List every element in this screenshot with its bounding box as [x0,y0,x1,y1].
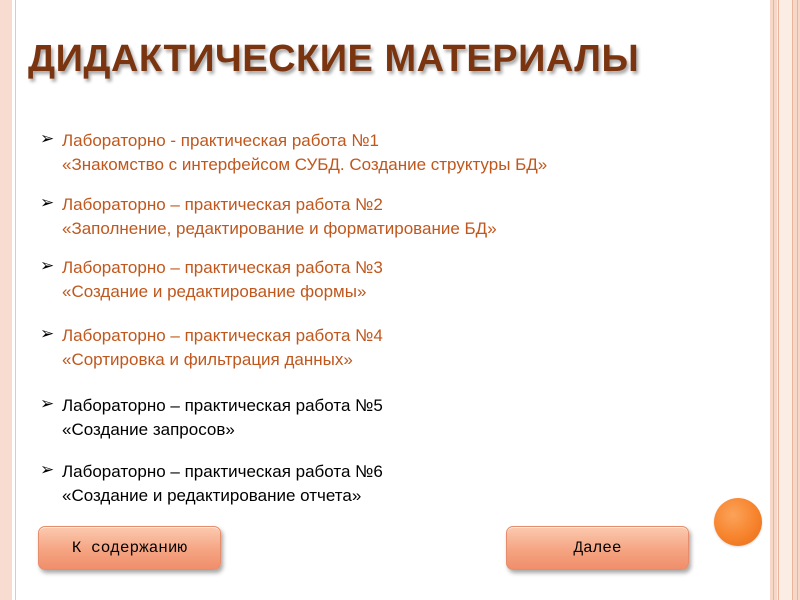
right-frame-line-3 [792,0,793,600]
right-decorative-frame-inner [777,0,793,600]
item-title: Лабораторно – практическая работа №5 [62,396,383,415]
list-item[interactable] [40,129,740,177]
list-item[interactable] [40,193,740,241]
list-item[interactable] [40,324,740,372]
next-button[interactable]: Далее [506,526,689,570]
arrow-bullet-icon: ➢ [40,256,55,275]
left-decorative-line [15,0,16,600]
list-item[interactable] [40,256,740,304]
item-title: Лабораторно – практическая работа №6 [62,462,383,481]
right-frame-line-1 [773,0,774,600]
item-title: Лабораторно – практическая работа №3 [62,258,383,277]
item-subtitle: «Создание запросов» [62,420,235,439]
arrow-bullet-icon: ➢ [40,394,55,413]
page-title: ДИДАКТИЧЕСКИЕ МАТЕРИАЛЫ [28,38,640,80]
item-subtitle: «Заполнение, редактирование и форматирование БД» [62,219,497,238]
item-title: Лабораторно – практическая работа №2 [62,195,383,214]
list-item[interactable] [40,394,740,442]
item-title: Лабораторно - практическая работа №1 [62,131,380,150]
back-to-contents-button[interactable]: К содержанию [38,526,221,570]
item-subtitle: «Создание и редактирование отчета» [62,486,362,505]
item-title: Лабораторно – практическая работа №4 [62,326,383,345]
right-frame-line-4 [797,0,798,600]
arrow-bullet-icon: ➢ [40,193,55,212]
left-decorative-stripe [0,0,12,600]
arrow-bullet-icon: ➢ [40,460,55,479]
right-frame-line-2 [778,0,779,600]
arrow-bullet-icon: ➢ [40,324,55,343]
arrow-bullet-icon: ➢ [40,129,55,148]
item-subtitle: «Создание и редактирование формы» [62,282,367,301]
item-subtitle: «Сортировка и фильтрация данных» [62,350,353,369]
list-item[interactable] [40,460,740,508]
item-subtitle: «Знакомство с интерфейсом СУБД. Создание структуры БД» [62,155,548,174]
